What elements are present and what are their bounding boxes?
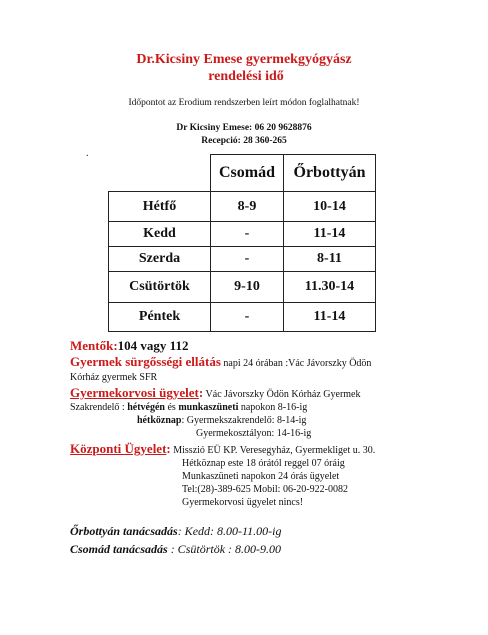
ugyelet-line-1 <box>70 385 361 401</box>
table-row <box>109 303 376 332</box>
schedule-header-row <box>109 155 376 192</box>
surgos-text-2: Kórház gyermek SFR <box>70 372 158 383</box>
szak-holiday: munkaszüneti <box>178 402 239 413</box>
doctor-phone: Dr Kicsiny Emese: 06 20 9628876 <box>176 123 312 133</box>
orbottyan-consult-line <box>70 524 281 539</box>
title-line-2: rendelési idő <box>208 69 284 84</box>
mentok-label: Mentők: <box>70 338 118 353</box>
day-cell: Szerda <box>109 247 211 272</box>
hetkoznap-text: : Gyermekszakrendelő: 8-14-ig <box>181 415 307 426</box>
reception-phone: Recepció: 28 360-265 <box>201 136 287 146</box>
stray-dot: . <box>86 148 89 159</box>
csomad-consult-text: : Csütörtök : 8.00-9.00 <box>167 542 282 556</box>
ugyelet-text-1: Vác Jávorszky Ödön Kórház Gyermek <box>203 389 361 400</box>
orbottyan-consult-text: : Kedd: 8.00-11.00-ig <box>177 524 282 538</box>
szak-weekend: hétvégén <box>127 402 165 413</box>
orbottyan-hours-cell: 8-11 <box>284 247 376 272</box>
szak-line <box>70 402 307 413</box>
kozponti-text-2: Hétköznap este 18 órától reggel 07 óráig <box>182 458 345 469</box>
day-cell: Kedd <box>109 222 211 247</box>
surgos-label: Gyermek sürgősségi ellátás <box>70 354 221 369</box>
szak-hours: napokon 8-16-ig <box>238 402 308 413</box>
orbottyan-consult-label: Őrbottyán tanácsadás <box>70 524 178 538</box>
kozponti-text-5: Gyermekorvosi ügyelet nincs! <box>182 497 304 508</box>
orbottyan-hours-cell: 11-14 <box>284 303 376 332</box>
day-cell: Hétfő <box>109 192 211 222</box>
kozponti-text-3: Munkaszüneti napokon 24 órás ügyelet <box>182 471 340 482</box>
column-header-orbottyan: Őrbottyán <box>284 155 376 192</box>
hetkoznap-line <box>137 415 306 426</box>
csomad-consult-line <box>70 542 281 557</box>
schedule-corner-cell <box>109 155 211 192</box>
kozponti-text-4: Tel:(28)-389-625 Mobil: 06-20-922-0082 <box>182 484 348 495</box>
column-header-csomad: Csomád <box>211 155 284 192</box>
csomad-hours-cell: - <box>211 247 284 272</box>
szak-and: és <box>164 402 179 413</box>
schedule-table <box>108 154 376 332</box>
title-line-1: Dr.Kicsiny Emese gyermekgyógyász <box>136 52 352 67</box>
szak-prefix: Szakrendelő : <box>70 402 128 413</box>
table-row <box>109 192 376 222</box>
table-row <box>109 222 376 247</box>
osztaly-line: Gyermekosztályon: 14-16-ig <box>196 428 312 439</box>
csomad-hours-cell: - <box>211 303 284 332</box>
ugyelet-label: Gyermekorvosi ügyelet <box>70 385 199 400</box>
csomad-hours-cell: - <box>211 222 284 247</box>
table-row <box>109 272 376 303</box>
csomad-hours-cell: 8-9 <box>211 192 284 222</box>
day-cell: Csütörtök <box>109 272 211 303</box>
kozponti-line-1 <box>70 441 375 457</box>
mentok-value: 104 vagy 112 <box>117 338 189 353</box>
ugyelet-colon: : <box>198 385 204 400</box>
mentok-line <box>70 338 188 354</box>
kozponti-text-1: Misszió EÜ KP. Veresegyház, Gyermekliget u. 30. <box>170 445 376 456</box>
csomad-consult-label: Csomád tanácsadás <box>70 542 168 556</box>
day-cell: Péntek <box>109 303 211 332</box>
surgos-text-1: napi 24 órában :Vác Jávorszky Ödön <box>220 358 372 369</box>
surgos-line-1 <box>70 354 371 370</box>
orbottyan-hours-cell: 10-14 <box>284 192 376 222</box>
table-row <box>109 247 376 272</box>
kozponti-colon: : <box>166 441 171 456</box>
csomad-hours-cell: 9-10 <box>211 272 284 303</box>
orbottyan-hours-cell: 11.30-14 <box>284 272 376 303</box>
kozponti-label: Központi Ügyelet <box>70 441 167 456</box>
booking-note: Időpontot az Erodium rendszerben leírt módon foglalhatnak! <box>128 98 360 108</box>
hetkoznap-label: hétköznap <box>137 415 182 426</box>
orbottyan-hours-cell: 11-14 <box>284 222 376 247</box>
